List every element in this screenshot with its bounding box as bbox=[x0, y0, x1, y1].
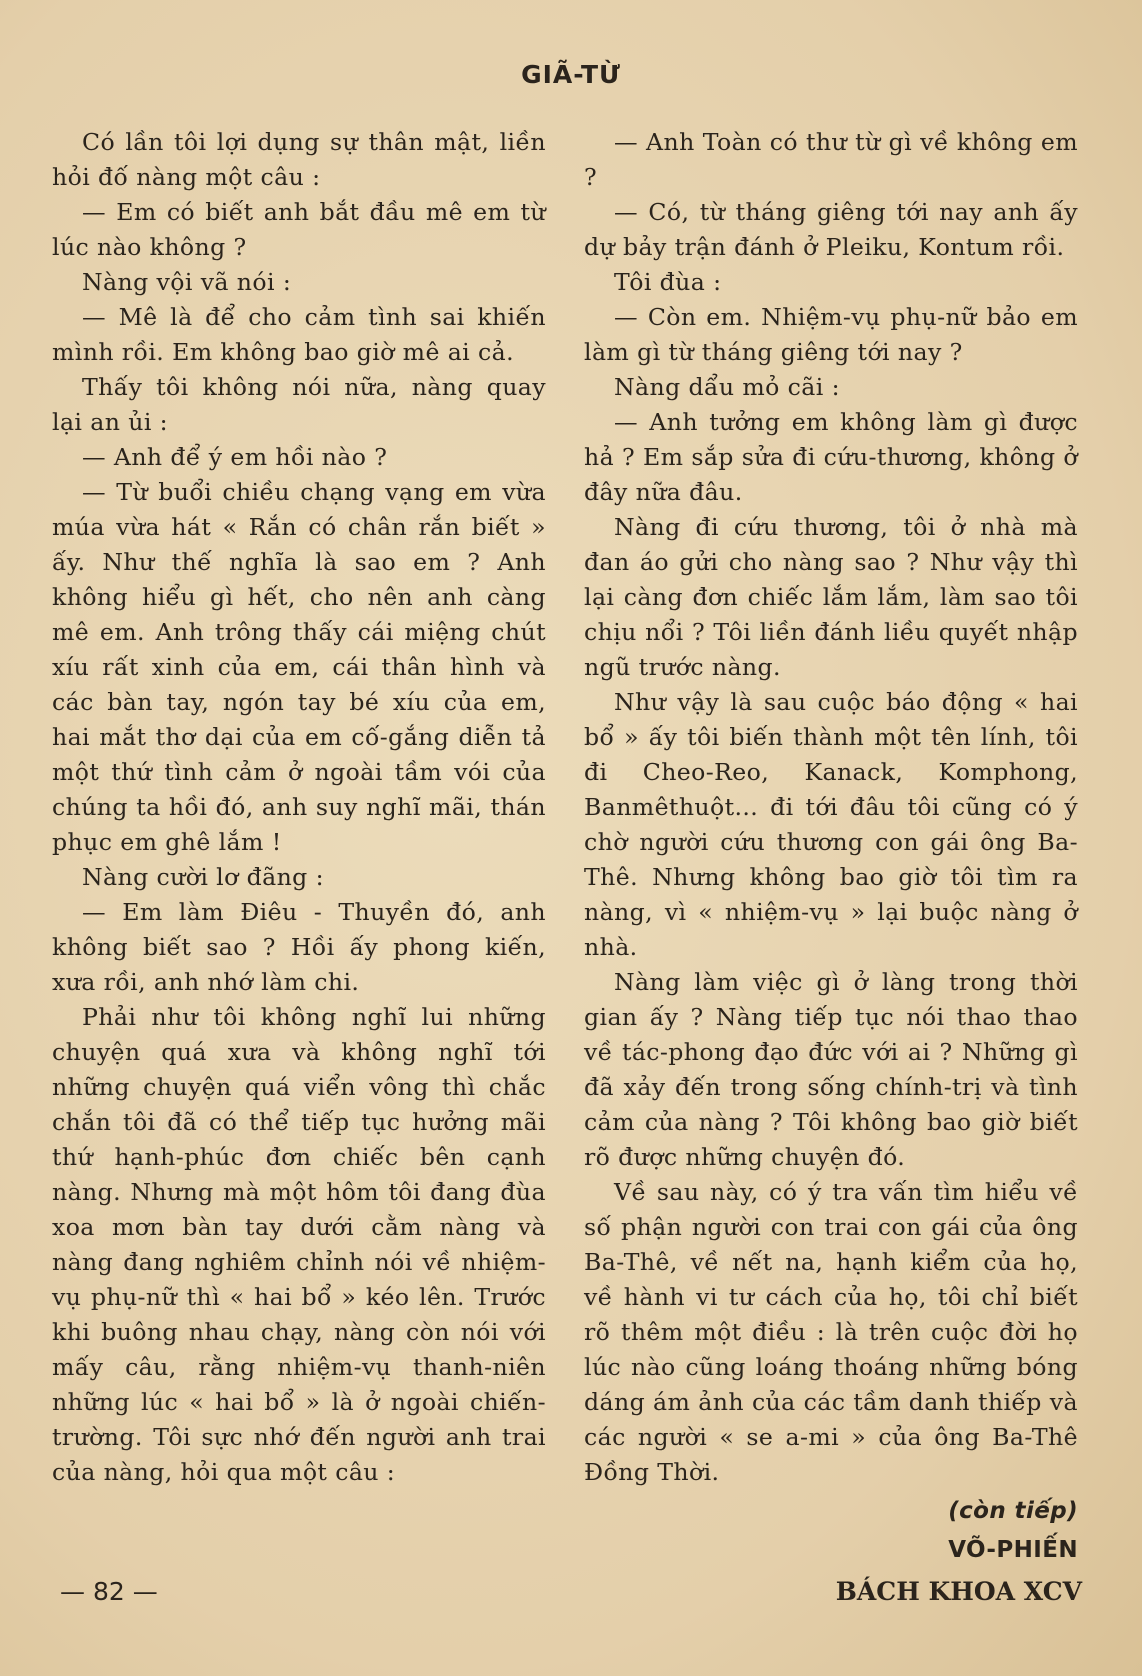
paragraph: Về sau này, có ý tra vấn tìm hiểu về số phận người con trai con gái của ông Ba-Thê, về nết na, hạnh kiểm của họ, về hành vi tư cách của họ, tôi chỉ biết rõ thêm một điều : là trên cuộc đời họ lúc nào cũng loáng thoáng những bóng dáng ám ảnh của các tầm danh thiếp và các người « se a-mi » của ông Ba-Thê Đồng Thời. bbox=[584, 1178, 1078, 1486]
paragraph: Như vậy là sau cuộc báo động « hai bổ » ấy tôi biến thành một tên lính, tôi đi Cheo-Reo, Kanack, Komphong, Banmêthuột... đi tới đâu tôi cũng có ý chờ người cứu thương con gái ông Ba-Thê. Nhưng không bao giờ tôi tìm ra nàng, vì « nhiệm-vụ » lại buộc nàng ở nhà. bbox=[584, 688, 1078, 961]
paragraph: — Em có biết anh bắt đầu mê em từ lúc nào không ? bbox=[52, 198, 546, 261]
paragraph: Tôi đùa : bbox=[614, 268, 722, 296]
page-header-title: GIÃ-TỪ bbox=[521, 60, 621, 89]
paragraph: Nàng làm việc gì ở làng trong thời gian ấy ? Nàng tiếp tục nói thao thao về tác-phong đạo đức với ai ? Những gì đã xảy đến trong sống chính-trị và tình cảm của nàng ? Tôi không bao giờ biết rõ được những chuyện đó. bbox=[584, 968, 1078, 1171]
continued-label: (còn tiếp) bbox=[948, 1498, 1078, 1524]
paragraph: Có lần tôi lợi dụng sự thân mật, liền hỏi đố nàng một câu : bbox=[52, 128, 546, 191]
paragraph: — Mê là để cho cảm tình sai khiến mình rồi. Em không bao giờ mê ai cả. bbox=[52, 303, 546, 366]
paragraph: — Anh Toàn có thư từ gì về không em ? bbox=[584, 128, 1078, 191]
page-number: — 82 — bbox=[60, 1577, 158, 1606]
paragraph: — Còn em. Nhiệm-vụ phụ-nữ bảo em làm gì từ tháng giêng tới nay ? bbox=[584, 303, 1078, 366]
author-signature: VÕ-PHIẾN bbox=[948, 1537, 1078, 1563]
paragraph: Nàng dẩu mỏ cãi : bbox=[614, 373, 840, 401]
paragraph: — Từ buổi chiều chạng vạng em vừa múa vừa hát « Rắn có chân rắn biết » ấy. Như thế nghĩa là sao em ? Anh không hiểu gì hết, cho nên anh càng mê em. Anh trông thấy cái miệng chút xíu rất xinh của em, cái thân hình và các bàn tay, ngón tay bé xíu của em, hai mắt thơ dại của em cố-gắng diễn tả một thứ tình cảm ở ngoài tầm vói của chúng ta hồi đó, anh suy nghĩ mãi, thán phục em ghê lắm ! bbox=[52, 478, 546, 856]
paragraph: Thấy tôi không nói nữa, nàng quay lại an ủi : bbox=[52, 373, 546, 436]
paragraph: Phải như tôi không nghĩ lui những chuyện quá xưa và không nghĩ tới những chuyện quá viển vông thì chắc chắn tôi đã có thể tiếp tục hưởng mãi thứ hạnh-phúc đơn chiếc bên cạnh nàng. Nhưng mà một hôm tôi đang đùa xoa mơn bàn tay dưới cằm nàng và nàng đang nghiêm chỉnh nói về nhiệm-vụ phụ-nữ thì « hai bổ » kéo lên. Trước khi buông nhau chạy, nàng còn nói với mấy câu, rằng nhiệm-vụ thanh-niên những lúc « hai bổ » là ở ngoài chiến-trường. Tôi sực nhớ đến người anh trai của nàng, hỏi qua một câu : bbox=[52, 1003, 546, 1486]
left-column bbox=[52, 125, 546, 1490]
paragraph: — Có, từ tháng giêng tới nay anh ấy dự bảy trận đánh ở Pleiku, Kontum rồi. bbox=[584, 198, 1078, 261]
paragraph: — Anh tưởng em không làm gì được hả ? Em sắp sửa đi cứu-thương, không ở đây nữa đâu. bbox=[584, 408, 1078, 506]
magazine-issue: BÁCH KHOA XCV bbox=[835, 1577, 1082, 1606]
paragraph: Nàng vội vã nói : bbox=[82, 268, 292, 296]
continued-note bbox=[584, 1494, 1078, 1529]
paragraph: Nàng đi cứu thương, tôi ở nhà mà đan áo gửi cho nàng sao ? Như vậy thì lại càng đơn chiếc lắm lắm, làm sao tôi chịu nổi ? Tôi liền đánh liều quyết nhập ngũ trước nàng. bbox=[584, 513, 1078, 681]
paragraph: — Em làm Điêu - Thuyền đó, anh không biết sao ? Hồi ấy phong kiến, xưa rồi, anh nhớ làm chi. bbox=[52, 898, 546, 996]
paragraph: — Anh để ý em hồi nào ? bbox=[82, 443, 388, 471]
right-column bbox=[584, 125, 1078, 1568]
paragraph: Nàng cười lơ đãng : bbox=[82, 863, 324, 891]
